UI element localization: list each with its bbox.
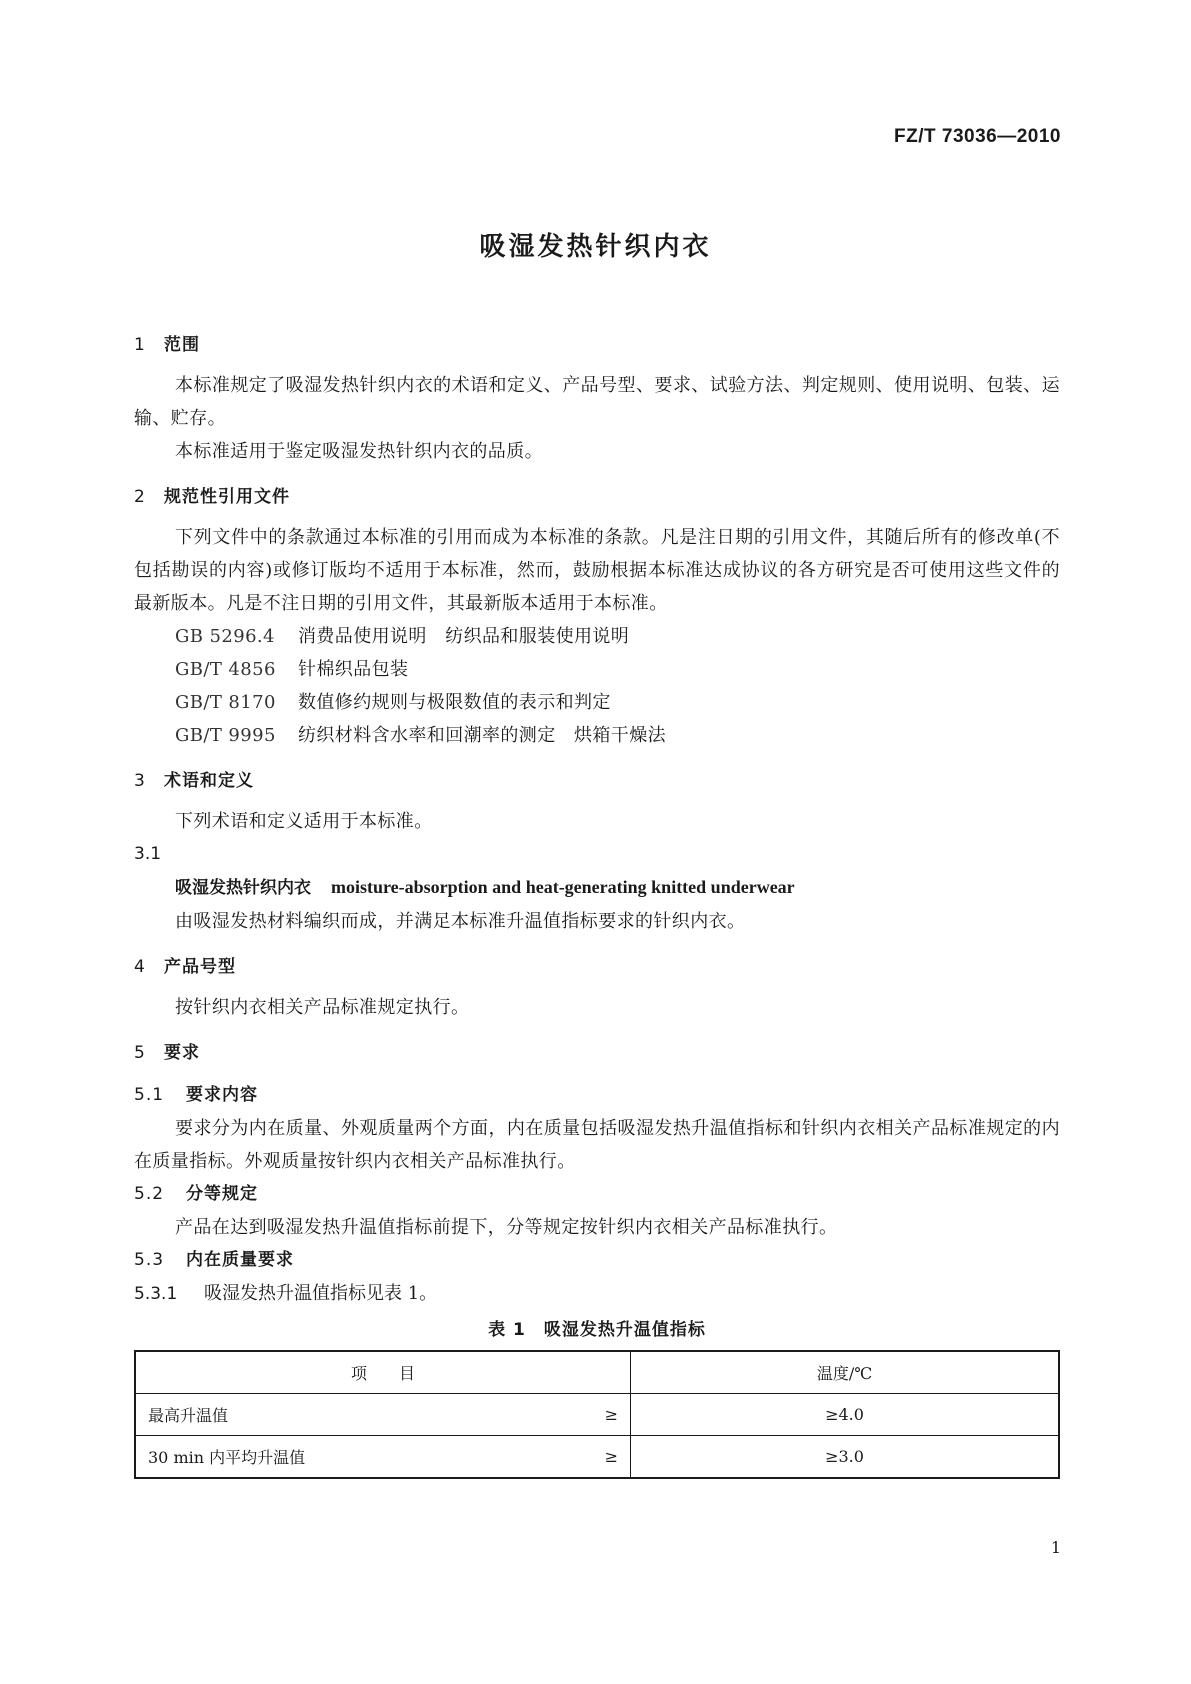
clause-text: 5.3.1 吸湿发热升温值指标见表 1。 — [134, 1283, 438, 1304]
section-heading: 5 要求 — [134, 1043, 200, 1063]
table-row — [135, 1394, 1059, 1436]
paragraph: 本标准适用于鉴定吸湿发热针织内衣的品质。 — [175, 441, 543, 462]
reference-item: GB/T 4856 针棉织品包装 — [175, 659, 409, 680]
document-title: 吸湿发热针织内衣 — [479, 232, 712, 262]
standard-code: FZ/T 73036—2010 — [894, 126, 1061, 147]
table-caption: 表 1 吸湿发热升温值指标 — [488, 1320, 706, 1340]
section-heading: 4 产品号型 — [134, 957, 236, 977]
row-item: 30 min 内平均升温值 — [148, 1448, 306, 1467]
row-sign: ≥ — [604, 1447, 618, 1466]
reference-item: GB 5296.4 消费品使用说明 纺织品和服装使用说明 — [175, 626, 630, 647]
table-header-item: 项 目 — [135, 1351, 631, 1394]
row-value: ≥3.0 — [631, 1436, 1060, 1479]
document-body — [134, 330, 1060, 1479]
term-entry: 吸湿发热针织内衣 moisture-absorption and heat-generating knitted underwear — [175, 877, 795, 898]
table-header-row — [135, 1351, 1059, 1394]
subsection-heading: 5.3 内在质量要求 — [134, 1250, 294, 1270]
section-scope — [134, 330, 1060, 468]
row-value: ≥4.0 — [631, 1394, 1060, 1436]
paragraph: 下列术语和定义适用于本标准。 — [175, 811, 433, 832]
paragraph: 本标准规定了吸湿发热针织内衣的术语和定义、产品号型、要求、试验方法、判定规则、使用说明、包装、运输、贮存。 — [134, 375, 1060, 429]
clause-number: 3.1 — [134, 844, 162, 864]
section-normative-references — [134, 482, 1060, 752]
table-heating-values — [134, 1350, 1060, 1479]
row-sign: ≥ — [604, 1405, 618, 1424]
reference-item: GB/T 8170 数值修约规则与极限数值的表示和判定 — [175, 692, 611, 713]
section-terms-definitions — [134, 766, 1060, 938]
paragraph: 按针织内衣相关产品标准规定执行。 — [175, 997, 470, 1018]
term-definition: 由吸湿发热材料编织而成，并满足本标准升温值指标要求的针织内衣。 — [175, 911, 746, 932]
paragraph: 下列文件中的条款通过本标准的引用而成为本标准的条款。凡是注日期的引用文件，其随后所有的修改单(不包括勘误的内容)或修订版均不适用于本标准，然而，鼓励根据本标准达成协议的各方研究是否可使用这些文件的最新版本。凡是不注日期的引用文件，其最新版本适用于本标准。 — [134, 527, 1060, 614]
section-heading: 2 规范性引用文件 — [134, 487, 290, 507]
row-item: 最高升温值 — [148, 1406, 229, 1425]
table-row — [135, 1436, 1059, 1479]
section-requirements — [134, 1038, 1060, 1311]
paragraph: 产品在达到吸湿发热升温值指标前提下，分等规定按针织内衣相关产品标准执行。 — [175, 1217, 838, 1238]
subsection-heading: 5.1 要求内容 — [134, 1085, 258, 1105]
section-heading: 1 范围 — [134, 335, 200, 355]
reference-item: GB/T 9995 纺织材料含水率和回潮率的测定 烘箱干燥法 — [175, 725, 666, 746]
section-heading: 3 术语和定义 — [134, 771, 254, 791]
paragraph: 要求分为内在质量、外观质量两个方面，内在质量包括吸湿发热升温值指标和针织内衣相关产品标准规定的内在质量指标。外观质量按针织内衣相关产品标准执行。 — [134, 1118, 1060, 1172]
subsection-heading: 5.2 分等规定 — [134, 1184, 258, 1204]
table-header-temperature: 温度/℃ — [631, 1351, 1060, 1394]
page-number: 1 — [1050, 1538, 1061, 1557]
section-product-sizes — [134, 952, 1060, 1024]
